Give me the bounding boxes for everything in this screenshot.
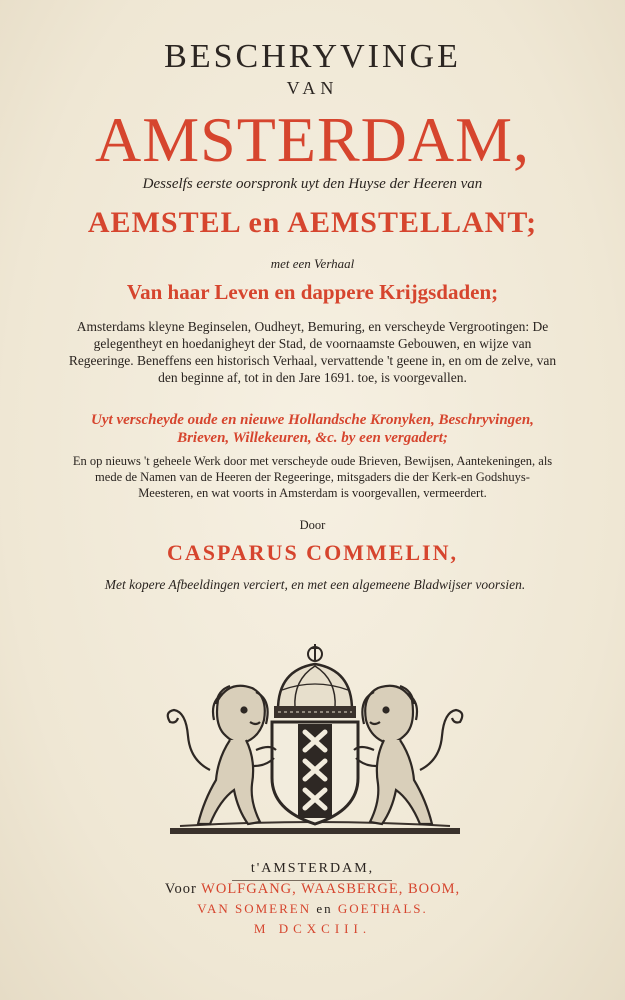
illustrations-note: Met kopere Afbeeldingen verciert, en met een algemeene Bladwijser voorsien. — [104, 577, 526, 592]
title-line-beschryvinge: BESCHRYVINGE — [164, 38, 461, 75]
title-line-amsterdam: AMSTERDAM, — [95, 104, 530, 175]
imprint-voor-label: Voor — [164, 881, 197, 897]
description-paragraph: Amsterdams kleyne Beginselen, Oudheyt, Bemuring, en verscheyde Vergrootingen: De gelegentheyt en hoedanigheyt der Stad, de voornaamste Gebouwen, en wijze van Regeeringe. Beneffens een historisch Verhaal, vervattende 't geene in, en om de zelve, van den beginne af, tot in den Jare 1691. toe, is voorgevallen. — [68, 319, 557, 385]
imprint-publishers-line2 — [0, 901, 625, 917]
subtitle-origin: Desselfs eerste oorspronk uyt den Huyse der Heeren van — [142, 176, 483, 192]
imprint-publisher-van-someren: VAN SOMEREN — [197, 901, 312, 916]
title-line-aemstel: AEMSTEL en AEMSTELLANT; — [87, 206, 538, 239]
title-line-van: VAN — [286, 78, 339, 98]
imprint-city: t'AMSTERDAM, — [250, 861, 375, 876]
left-lion-icon — [168, 686, 276, 824]
additions-paragraph: En op nieuws 't geheele Werk door met verscheyde oude Brieven, Bewijsen, Aantekeningen, als mede de Namen van de Heeren der Regeeringe, mitsgaders die der Kerk-en Godshuys-Meesteren, en wat voorts in Amsterdam is voorgevallen, vermeerdert. — [72, 454, 553, 500]
imprint-publishers1: WOLFGANG, WAASBERGE, BOOM, — [201, 881, 461, 897]
right-lion-icon — [354, 686, 462, 824]
sources-paragraph: Uyt verscheyde oude en nieuwe Hollandsche Kronyken, Beschryvingen, Brieven, Willekeuren, &c. by een vergadert; — [91, 412, 534, 446]
imprint-en-label: en — [316, 901, 333, 916]
door-label: Door — [299, 518, 326, 532]
imprint-publisher-goethals: GOETHALS. — [337, 901, 428, 916]
imprint-publishers-line1 — [0, 881, 625, 898]
subtitle-verhaal: met een Verhaal — [270, 256, 355, 271]
author-name: CASPARUS COMMELIN, — [166, 540, 459, 565]
imperial-crown-icon — [274, 644, 356, 718]
title-line-krijgsdaden: Van haar Leven en dappere Krijgsdaden; — [126, 280, 499, 304]
shield-icon — [272, 722, 358, 824]
imprint-year: M DCXCIII. — [253, 921, 372, 936]
amsterdam-coat-of-arms-emblem — [160, 640, 470, 840]
